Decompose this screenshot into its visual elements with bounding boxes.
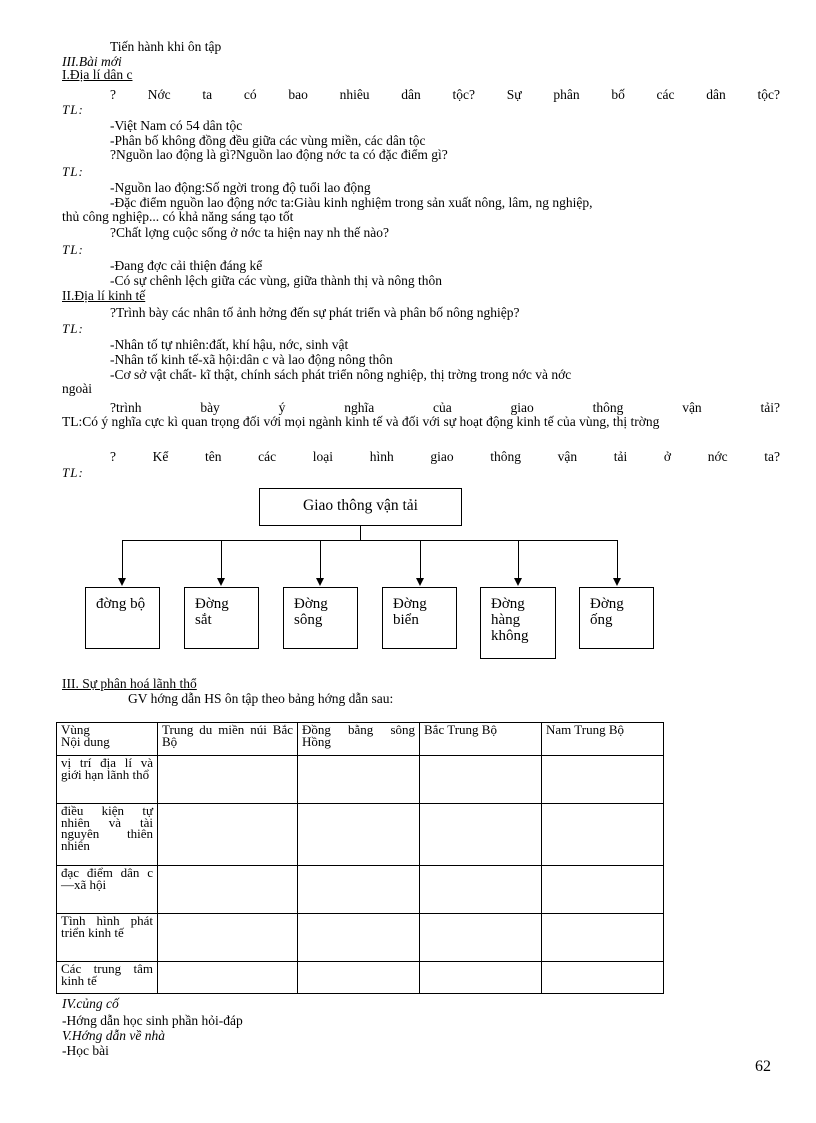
- answer-line: -Có sự chênh lệch giữa các vùng, giữa thành thị và nông thôn: [110, 273, 442, 288]
- arrow-down-icon: [217, 578, 225, 586]
- answer-line: -Nhân tố tự nhiên:đất, khí hậu, nớc, sinh vật: [110, 337, 349, 352]
- answer-label: TL:: [62, 164, 84, 179]
- table-cell: [158, 962, 298, 994]
- question-word: vận: [682, 400, 702, 415]
- question-word: tên: [205, 449, 222, 464]
- table-cell: [542, 804, 664, 866]
- table-row: [57, 804, 664, 866]
- question-word: ở: [663, 449, 672, 464]
- table-header-row: [57, 723, 664, 756]
- table-cell: [542, 914, 664, 962]
- question-word: có: [243, 87, 257, 102]
- question-word: nghĩa: [344, 400, 375, 415]
- table-row-label: điều kiện tự nhiên và tài nguyên thiên nhiên: [57, 804, 158, 866]
- table-cell: [420, 914, 542, 962]
- question-word: nớc: [707, 449, 728, 464]
- question-word: Sự: [506, 87, 522, 102]
- table-row-label: Các trung tâm kinh tế: [57, 962, 158, 994]
- table-row: [57, 914, 664, 962]
- question-word: ?trình: [110, 400, 142, 415]
- table-cell: [158, 804, 298, 866]
- answer-line: -Nguồn lao động:Số ngời trong độ tuổi lao động: [110, 180, 371, 195]
- arrow-down-icon: [613, 578, 621, 586]
- question-word: các: [656, 87, 675, 102]
- teacher-instruction: GV hớng dẫn HS ôn tập theo bảng hớng dẫn sau:: [128, 691, 394, 706]
- question-word: ta?: [764, 449, 780, 464]
- diagram-child-box-road: đờng bộ: [85, 587, 160, 649]
- question-word: thông: [490, 449, 521, 464]
- answer-line: -Đang đợc cải thiện đáng kể: [110, 258, 263, 273]
- table-cell: [420, 804, 542, 866]
- question-word: của: [433, 400, 452, 415]
- question-transport-meaning: [110, 401, 780, 415]
- diagram-connector: [122, 540, 123, 579]
- question-word: ta: [202, 87, 213, 102]
- review-instruction: -Hớng dẫn học sinh phần hỏi-đáp: [62, 1013, 243, 1028]
- diagram-connector: [320, 540, 321, 579]
- diagram-connector: [420, 540, 421, 579]
- diagram-child-box-rail: Đờng sắt: [184, 587, 259, 649]
- homework-instruction: -Học bài: [62, 1043, 109, 1058]
- diagram-connector: [518, 540, 519, 579]
- table-header-region: Vùng: [61, 722, 90, 737]
- question-word: vận: [557, 449, 578, 464]
- table-cell: [298, 914, 420, 962]
- answer-transport-meaning: TL:Có ý nghĩa cực kì quan trọng đối với mọi ngành kinh tế và đối với sự hoạt động kinh tế của vùng, thị trờng: [62, 414, 660, 429]
- diagram-connector: [221, 540, 222, 579]
- table-row: [57, 866, 664, 914]
- answer-label: TL:: [62, 242, 84, 257]
- table-row-label: vị trí địa lí và giới hạn lãnh thổ: [57, 756, 158, 804]
- question-word: giao: [430, 449, 454, 464]
- question-word: ?: [110, 87, 116, 102]
- answer-line: thủ công nghiệp... có khả năng sáng tạo tốt: [62, 209, 294, 224]
- table-row: [57, 756, 664, 804]
- intro-line: Tiến hành khi ôn tập: [110, 39, 222, 54]
- answer-label: TL:: [62, 321, 84, 336]
- section-heading-phan-hoa-lanh-tho: III. Sự phân hoá lãnh thổ: [62, 676, 197, 691]
- question-word: tộc?: [452, 87, 476, 102]
- review-table: [56, 722, 664, 994]
- table-cell: [158, 756, 298, 804]
- question-ethnic-groups: [110, 88, 780, 102]
- question-word: Kể: [152, 449, 169, 464]
- question-word: bao: [288, 87, 308, 102]
- table-row-label: đạc điểm dân c —xã hội: [57, 866, 158, 914]
- answer-line: -Phân bố không đồng đều giữa các vùng miền, các dân tộc: [110, 133, 426, 148]
- answer-line: -Đặc điểm nguồn lao động nớc ta:Giàu kinh nghiệm trong sản xuất nông, lâm, ng nghiệp,: [110, 195, 593, 210]
- diagram-root-box: Giao thông vận tải: [259, 488, 462, 526]
- question-word: giao: [510, 400, 534, 415]
- table-cell: [542, 866, 664, 914]
- table-cell: [420, 866, 542, 914]
- table-header-cell: Bắc Trung Bộ: [420, 723, 542, 756]
- arrow-down-icon: [118, 578, 126, 586]
- arrow-down-icon: [514, 578, 522, 586]
- table-header-content: Nội dung: [61, 733, 110, 749]
- table-cell: [298, 962, 420, 994]
- question-word: bố: [611, 87, 625, 102]
- answer-line: ngoài: [62, 381, 92, 396]
- table-header-cell: Trung du miền núi Bắc Bộ: [158, 723, 298, 756]
- table-cell: [298, 804, 420, 866]
- table-cell: [158, 914, 298, 962]
- question-word: phân: [553, 87, 580, 102]
- table-cell: [158, 866, 298, 914]
- section-heading-bai-moi: III.Bài mới: [62, 54, 122, 69]
- table-cell: [542, 962, 664, 994]
- question-quality-of-life: ?Chất lợng cuộc sống ở nớc ta hiện nay nh thế nào?: [110, 225, 389, 240]
- answer-line: -Nhân tố kinh tế-xã hội:dân c và lao động nông thôn: [110, 352, 393, 367]
- table-header-cell: Nam Trung Bộ: [542, 723, 664, 756]
- answer-label: TL:: [62, 465, 84, 480]
- question-word: ý: [278, 400, 286, 415]
- question-word: các: [258, 449, 277, 464]
- question-word: thông: [592, 400, 624, 415]
- question-word: tộc?: [757, 87, 780, 102]
- question-word: ?: [110, 449, 116, 464]
- question-word: Nớc: [147, 87, 171, 102]
- question-transport-types: [110, 450, 780, 464]
- question-word: tải?: [760, 400, 780, 415]
- section-heading-dia-li-dan-cu: I.Địa lí dân c: [62, 67, 133, 82]
- table-cell: [298, 866, 420, 914]
- question-word: dân: [706, 87, 726, 102]
- question-word: hình: [369, 449, 394, 464]
- question-agriculture-factors: ?Trình bày các nhân tố ảnh hởng đến sự phát triển và phân bố nông nghiệp?: [110, 305, 520, 320]
- diagram-child-box-air: Đờng hàng không: [480, 587, 556, 659]
- table-cell: [298, 756, 420, 804]
- question-word: loại: [312, 449, 334, 464]
- section-heading-cung-co: IV.củng cố: [62, 996, 119, 1011]
- table-header-cell: [57, 723, 158, 756]
- table-cell: [420, 962, 542, 994]
- question-labor-force: ?Nguồn lao động là gì?Nguồn lao động nớc ta có đặc điểm gì?: [110, 147, 448, 162]
- arrow-down-icon: [416, 578, 424, 586]
- diagram-child-box-sea: Đờng biển: [382, 587, 457, 649]
- answer-label: TL:: [62, 102, 84, 117]
- question-word: tải: [613, 449, 628, 464]
- page-number: 62: [755, 1058, 771, 1075]
- arrow-down-icon: [316, 578, 324, 586]
- question-word: nhiêu: [339, 87, 370, 102]
- question-word: dân: [401, 87, 421, 102]
- table-row-label: Tình hình phát triển kinh tế: [57, 914, 158, 962]
- section-heading-huong-dan-ve-nha: V.Hớng dẫn về nhà: [62, 1028, 165, 1043]
- diagram-child-box-river: Đờng sông: [283, 587, 358, 649]
- table-cell: [420, 756, 542, 804]
- table-header-cell: Đồng bằng sông Hồng: [298, 723, 420, 756]
- diagram-child-box-pipeline: Đờng ống: [579, 587, 654, 649]
- section-heading-dia-li-kinh-te: II.Địa lí kinh tế: [62, 288, 146, 303]
- diagram-connector: [360, 526, 361, 540]
- answer-line: -Cơ sở vật chất- kĩ thật, chính sách phát triển nông nghiệp, thị trờng trong nớc và nớc: [110, 367, 572, 382]
- answer-line: -Việt Nam có 54 dân tộc: [110, 118, 243, 133]
- diagram-bus-line: [122, 540, 618, 541]
- diagram-connector: [617, 540, 618, 579]
- table-row: [57, 962, 664, 994]
- question-word: bày: [200, 400, 220, 415]
- table-cell: [542, 756, 664, 804]
